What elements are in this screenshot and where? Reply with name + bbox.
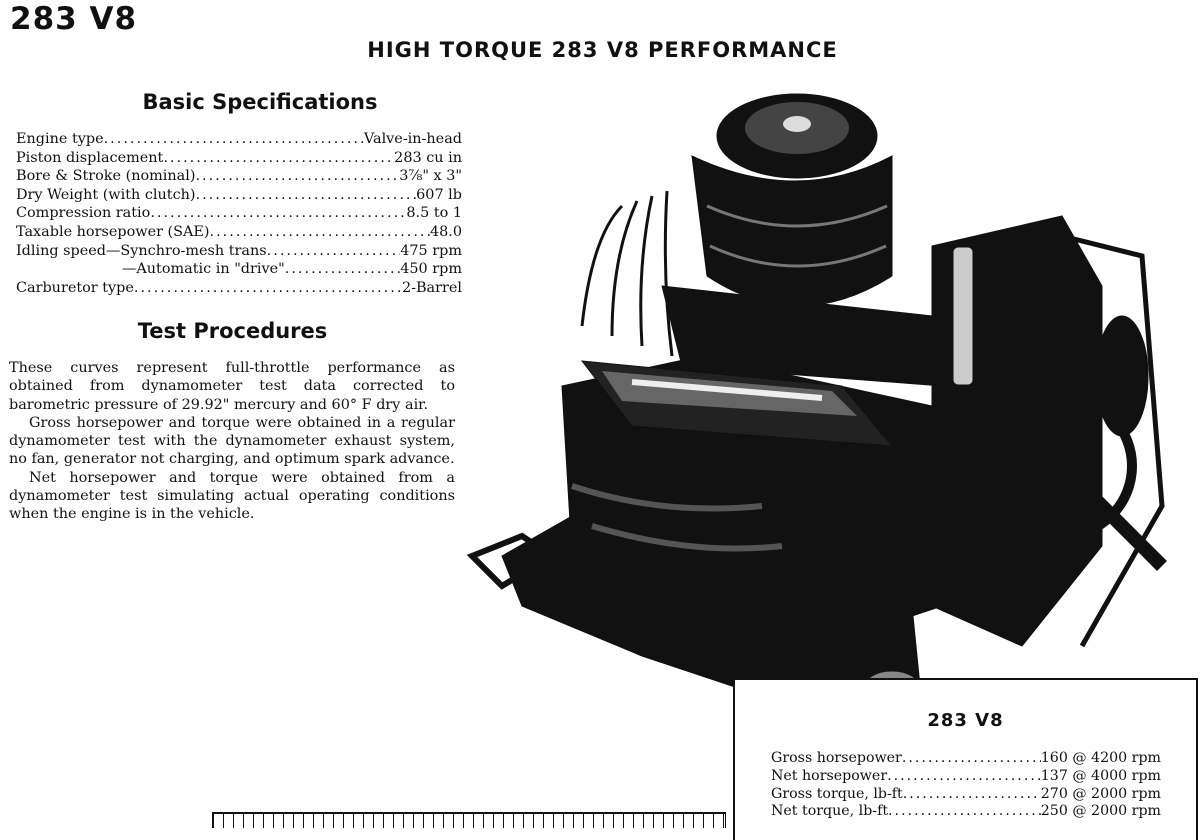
leader-dots: [196, 186, 417, 205]
leader-dots: [163, 149, 394, 168]
performance-summary-box: [733, 678, 1198, 840]
spec-label: Dry Weight (with clutch): [16, 186, 196, 203]
spec-row-taxable-horsepower: [16, 223, 462, 242]
spec-value: 3⅞" x 3": [399, 168, 462, 185]
spec-label: Piston displacement: [16, 149, 164, 166]
test-paragraph-1: These curves represent full-throttle performance as obtained from dynamometer test data corrected to barometric pressure of 29.92" mercury and 60° F dry air.: [9, 360, 455, 413]
test-paragraph-3: Net horsepower and torque were obtained from a dynamometer test simulating actual operating conditions when the engine is in the vehicle.: [9, 469, 455, 523]
spec-label: Carburetor type: [16, 279, 134, 296]
leader-dots: [285, 260, 400, 279]
spec-value: 450 rpm: [400, 261, 462, 278]
basic-specifications-heading: Basic Specifications: [142, 90, 378, 114]
spec-row-carburetor-type: [16, 279, 462, 298]
perf-value: 160 @ 4200 rpm: [1040, 750, 1161, 766]
performance-box-title: 283 V8: [927, 710, 1004, 731]
chart-grid-top-edge: [212, 812, 726, 828]
spec-row-compression-ratio: [16, 204, 462, 223]
v8-engine-illustration-icon: [462, 86, 1182, 736]
perf-label: Gross horsepower: [771, 750, 902, 766]
leader-dots: [903, 786, 1041, 804]
leader-dots: [888, 803, 1041, 821]
perf-value: 137 @ 4000 rpm: [1040, 767, 1161, 784]
perf-row-net-torque: [771, 803, 1161, 821]
test-paragraph-2: Gross horsepower and torque were obtained in a regular dynamometer test with the dynamometer exhaust system, no fan, generator not charging, and optimum spark advance.: [9, 414, 455, 468]
spec-row-engine-type: [16, 130, 462, 149]
spec-value: 283 cu in: [394, 149, 462, 166]
perf-value: 250 @ 2000 rpm: [1040, 803, 1161, 820]
spec-row-idling-synchro: [16, 242, 462, 261]
spec-value: Valve-in-head: [363, 131, 462, 147]
leader-dots: [104, 130, 364, 149]
spec-row-bore-stroke: [16, 167, 462, 186]
perf-row-gross-torque: [771, 786, 1161, 804]
leader-dots: [195, 167, 399, 186]
leader-dots: [902, 750, 1041, 768]
test-procedures-text: [9, 359, 455, 524]
spec-label: Engine type: [16, 131, 104, 147]
spec-row-piston-displacement: [16, 149, 462, 168]
leader-dots: [267, 242, 401, 261]
spec-value: 48.0: [429, 223, 462, 240]
spec-value: 475 rpm: [400, 242, 462, 259]
spec-value: 8.5 to 1: [406, 205, 462, 222]
leader-dots: [210, 223, 430, 242]
perf-label: Net torque, lb-ft: [771, 803, 889, 820]
perf-label: Net horsepower: [771, 767, 888, 784]
perf-label: Gross torque, lb-ft: [771, 785, 903, 802]
leader-dots: [150, 204, 406, 223]
performance-list: [771, 750, 1161, 821]
spec-row-dry-weight: [16, 186, 462, 205]
spec-label: Idling speed—Synchro-mesh trans: [16, 242, 267, 259]
spec-value: 607 lb: [416, 186, 462, 203]
spec-row-idling-automatic: [16, 260, 462, 279]
perf-row-gross-horsepower: [771, 750, 1161, 768]
test-procedures-heading: Test Procedures: [137, 319, 328, 343]
page-title: HIGH TORQUE 283 V8 PERFORMANCE: [367, 38, 838, 62]
perf-row-net-horsepower: [771, 768, 1161, 786]
perf-value: 270 @ 2000 rpm: [1040, 785, 1161, 802]
leader-dots: [887, 768, 1041, 786]
basic-specifications-list: [16, 130, 462, 297]
corner-title: 283 V8: [10, 1, 138, 37]
spec-value: 2-Barrel: [401, 279, 462, 296]
spec-label: Bore & Stroke (nominal): [16, 168, 196, 185]
spec-label: Compression ratio: [16, 205, 151, 222]
spec-label: Taxable horsepower (SAE): [16, 223, 210, 240]
leader-dots: [134, 279, 402, 298]
spec-label: —Automatic in "drive": [122, 261, 285, 278]
